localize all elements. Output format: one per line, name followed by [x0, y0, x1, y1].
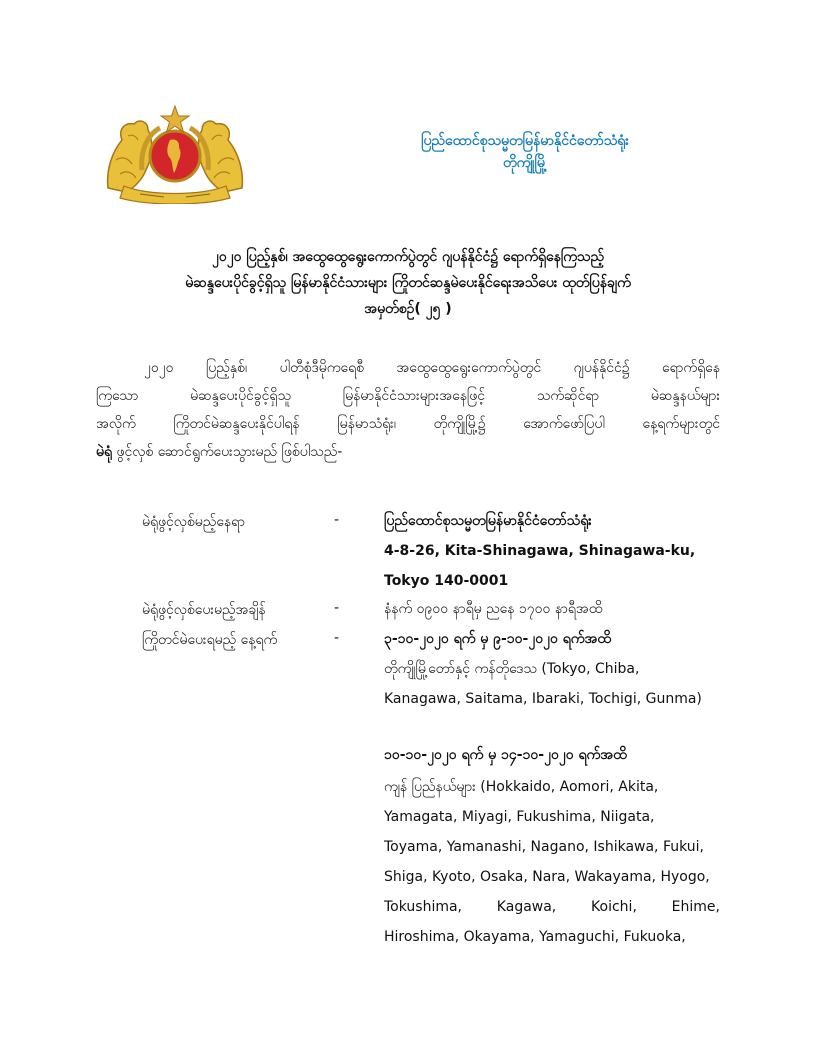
- location-dash: -: [334, 512, 340, 528]
- location-label: မဲရုံဖွင့်လှစ်မည့်နေရာ: [142, 514, 245, 530]
- period-2-area-line: Hiroshima, Okayama, Yamaguchi, Fukuoka,: [384, 929, 686, 945]
- period-2-area-line: ကျန် ပြည်နယ်များ (Hokkaido, Aomori, Akita,: [384, 779, 659, 795]
- title-line-3: အမှတ်စဉ်( ၂၅ ): [364, 301, 452, 317]
- intro-paragraph: [96, 354, 720, 466]
- period-1-area-line-1: တိုကျိုမြို့တော်နှင့် ကန်တိုဒေသ (Tokyo, Chiba,: [384, 661, 640, 677]
- location-name: ပြည်ထောင်စုသမ္မတမြန်မာနိုင်ငံတော်သံရုံး: [384, 513, 592, 529]
- intro-line-3: အလိုက် ကြိုတင်မဲဆန္ဒပေးနိုင်ပါရန် မြန်မာသံရုံး၊ တိုကျိုမြို့၌ အောက်ဖော်ပြပါ နေ့ရက်များတွင်: [96, 416, 720, 432]
- state-seal-emblem: [104, 100, 246, 204]
- period-2-area-line: Yamagata, Miyagi, Fukushima, Niigata,: [384, 809, 655, 825]
- announcement-title: [96, 244, 720, 322]
- intro-line-4: [96, 438, 720, 466]
- time-value: နံနက် ၀၉၀၀ နာရီမှ ညနေ ၁၇၀၀ နာရီအထိ: [384, 601, 603, 617]
- intro-line-4-rest: ဖွင့်လှစ် ဆောင်ရွက်ပေးသွားမည် ဖြစ်ပါသည်-: [112, 444, 343, 460]
- embassy-city: တိုကျိုမြို့: [502, 155, 548, 171]
- time-dash: -: [334, 600, 340, 616]
- address-line-2: Tokyo 140-0001: [384, 573, 509, 589]
- embassy-name: ပြည်ထောင်စုသမ္မတမြန်မာနိုင်ငံတော်သံရုံး: [421, 133, 629, 149]
- period-2-dates: ၁၀-၁၀-၂၀၂၀ ရက် မှ ၁၄-၁၀-၂၀၂၀ ရက်အထိ: [384, 747, 627, 763]
- title-line-2: မဲဆန္ဒပေးပိုင်ခွင့်ရှိသူ မြန်မာနိုင်ငံသားများ ကြိုတင်ဆန္ဒမဲပေးနိုင်ရေးအသိပေး ထုတ်ပြန်ချက်: [185, 275, 631, 291]
- title-line-1: ၂၀၂၀ ပြည့်နှစ်၊ အထွေထွေရွေးကောက်ပွဲတွင် ဂျပန်နိုင်ငံ၌ ရောက်ရှိနေကြသည့်: [212, 249, 604, 265]
- date-label: ကြိုတင်မဲပေးရမည့် နေ့ရက်: [142, 632, 278, 648]
- time-label: မဲရုံဖွင့်လှစ်ပေးမည့်အချိန်: [142, 602, 266, 618]
- period-1-dates: ၃-၁၀-၂၀၂၀ ရက် မှ ၉-၁၀-၂၀၂၀ ရက်အထိ: [384, 631, 611, 647]
- address-line-1: 4-8-26, Kita-Shinagawa, Shinagawa-ku,: [384, 543, 696, 559]
- intro-line-2: ကြသော မဲဆန္ဒပေးပိုင်ခွင့်ရှိသူ မြန်မာနိုင်ငံသားများအနေဖြင့် သက်ဆိုင်ရာ မဲဆန္ဒနယ်များ: [96, 388, 720, 404]
- period-2-area-line: Tokushima, Kagawa, Koichi, Ehime,: [384, 899, 720, 915]
- intro-line-1: ၂၀၂၀ ပြည့်နှစ်၊ ပါတီစုံဒီမိုကရေစီ အထွေထွေရွေးကောက်ပွဲတွင် ဂျပန်နိုင်ငံ၌ ရောက်ရှိနေ: [144, 360, 720, 376]
- period-1-area-line-2: Kanagawa, Saitama, Ibaraki, Tochigi, Gunma): [384, 691, 702, 707]
- embassy-header: [330, 130, 720, 174]
- period-2-area-line: Toyama, Yamanashi, Nagano, Ishikawa, Fukui,: [384, 839, 705, 855]
- date-dash: -: [334, 630, 340, 646]
- polling-station-bold-text: မဲရုံ: [96, 444, 113, 460]
- period-2-area-line: Shiga, Kyoto, Osaka, Nara, Wakayama, Hyogo,: [384, 869, 710, 885]
